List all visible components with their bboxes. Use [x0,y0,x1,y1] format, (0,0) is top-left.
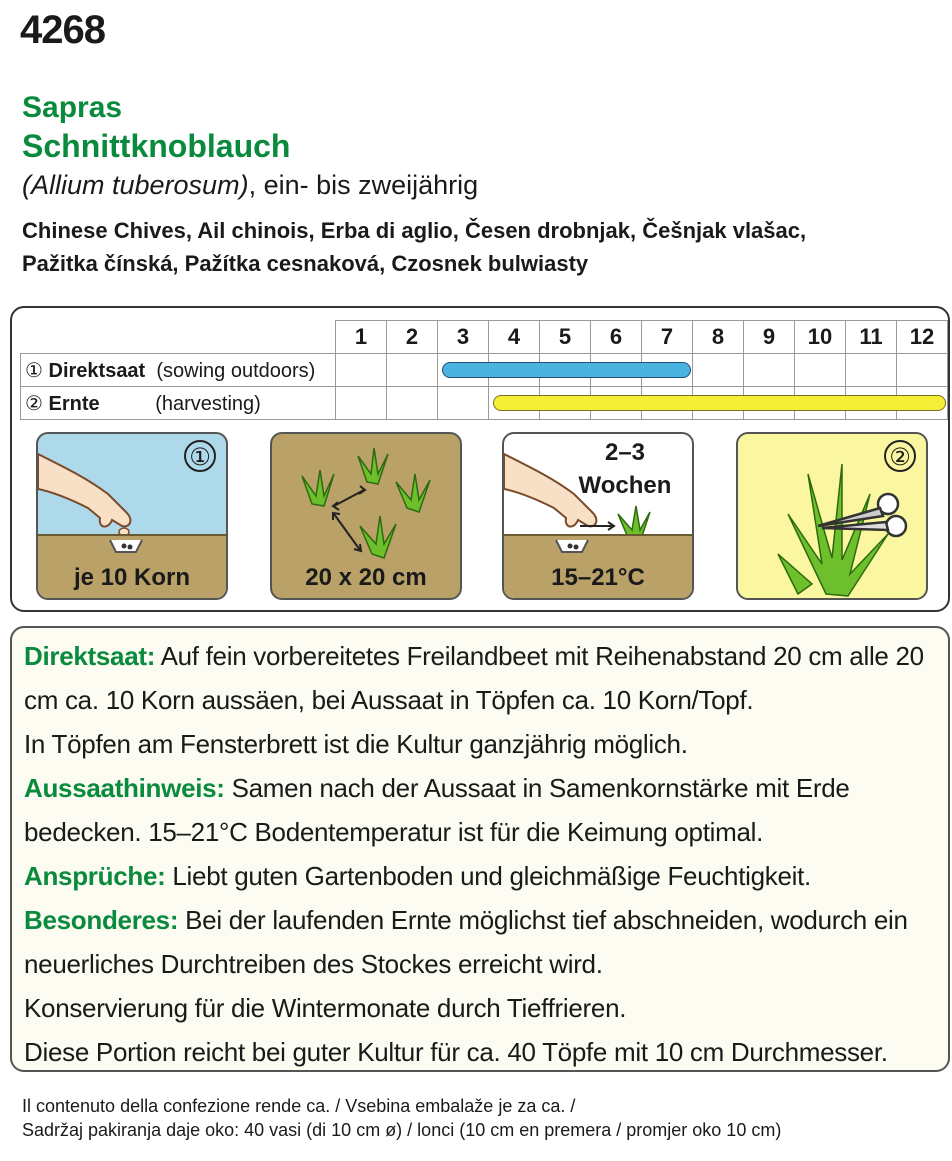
row-label-harvest [21,387,336,420]
footer-line-2: Sadržaj pakiranja daje oko: 40 vasi (di 10 cm ø) / lonci (10 cm en premera / promjer oko 10 cm) [22,1120,782,1140]
weeks-label [570,436,680,502]
latin-name-italic: (Allium tuberosum) [22,170,249,200]
month-8: 8 [693,321,744,354]
instruction-portion [24,1030,944,1074]
translations-line-2: Pažitka čínská, Pažítka cesnaková, Czosnek bulwiasty [22,251,589,276]
row-marker: ① [25,359,43,382]
row-label-en: (sowing outdoors) [156,359,316,382]
latin-name [22,170,478,201]
instruction-heading: Ansprüche: [24,861,166,891]
month-12: 12 [897,321,948,354]
instruction-text: Bei der laufenden Ernte möglichst tief abschneiden, wodurch ein neuerliches Durchtreiben des Stockes erreicht wird. [24,905,908,979]
instruction-pots [24,722,944,766]
month-4: 4 [489,321,540,354]
instruction-sowing-hint [24,766,944,854]
row-label: Direktsaat [48,359,146,382]
month-10: 10 [795,321,846,354]
month-11: 11 [846,321,897,354]
row-label: Ernte [48,392,100,415]
instructions [24,634,944,1074]
instruction-text: Diese Portion reicht bei guter Kultur für ca. 40 Töpfe mit 10 cm Durchmesser. [24,1037,888,1067]
instruction-text: Samen nach der Aussaat in Samenkornstärke mit Erde bedecken. 15–21°C Bodentemperatur ist für die Keimung optimal. [24,773,850,847]
step-marker: ① [184,440,216,472]
instruction-heading: Direktsaat: [24,641,156,671]
instruction-text: Konservierung für die Wintermonate durch Tieffrieren. [24,993,627,1023]
sowing-period-bar [442,362,691,378]
pictogram-label: 20 x 20 cm [305,564,427,591]
row-marker: ② [25,392,43,415]
variety-name: Sapras [22,91,123,124]
month-2: 2 [387,321,438,354]
month-6: 6 [591,321,642,354]
product-code: 4268 [20,8,105,52]
footer-note [22,1094,781,1142]
instruction-text: In Töpfen am Fensterbrett ist die Kultur ganzjährig möglich. [24,729,688,759]
pictogram-germination [502,432,694,600]
month-9: 9 [744,321,795,354]
instruction-special [24,898,944,986]
pictogram-harvest [736,432,928,600]
weeks-range: 2–3 [604,439,646,466]
translations-line-1: Chinese Chives, Ail chinois, Erba di aglio, Česen drobnjak, Češnjak vlašac, [22,218,807,243]
instruction-heading: Aussaathinweis: [24,773,225,803]
row-label-sowing [21,354,336,387]
footer-line-1: Il contenuto della confezione rende ca. / Vsebina embalaže je za ca. / [22,1096,576,1116]
pictogram-sowing [36,432,228,600]
instruction-direct-sowing [24,634,944,722]
month-7: 7 [642,321,693,354]
month-1: 1 [336,321,387,354]
plant-name: Schnittknoblauch [22,128,291,164]
instruction-heading: Besonderes: [24,905,179,935]
harvest-period-bar [493,395,946,411]
instructions-panel [10,626,950,1072]
calendar-header-row [21,321,948,354]
instruction-preservation [24,986,944,1030]
row-label-en: (harvesting) [155,392,261,415]
month-5: 5 [540,321,591,354]
month-3: 3 [438,321,489,354]
pictogram-spacing [270,432,462,600]
instruction-text: Auf fein vorbereitetes Freilandbeet mit Reihenabstand 20 cm alle 20 cm ca. 10 Korn aussäen, bei Aussaat in Töpfen ca. 10 Korn/Topf. [24,641,924,715]
instruction-text: Liebt guten Gartenboden und gleichmäßige Feuchtigkeit. [165,861,811,891]
calendar-panel [10,306,950,612]
instruction-requirements [24,854,944,898]
lifecycle-text: , ein- bis zweijährig [248,170,479,200]
translations [22,214,942,280]
pictogram-label: 15–21°C [551,564,645,591]
pictogram-label: je 10 Korn [73,564,191,591]
weeks-unit: Wochen [578,472,672,499]
step-marker: ② [884,440,916,472]
